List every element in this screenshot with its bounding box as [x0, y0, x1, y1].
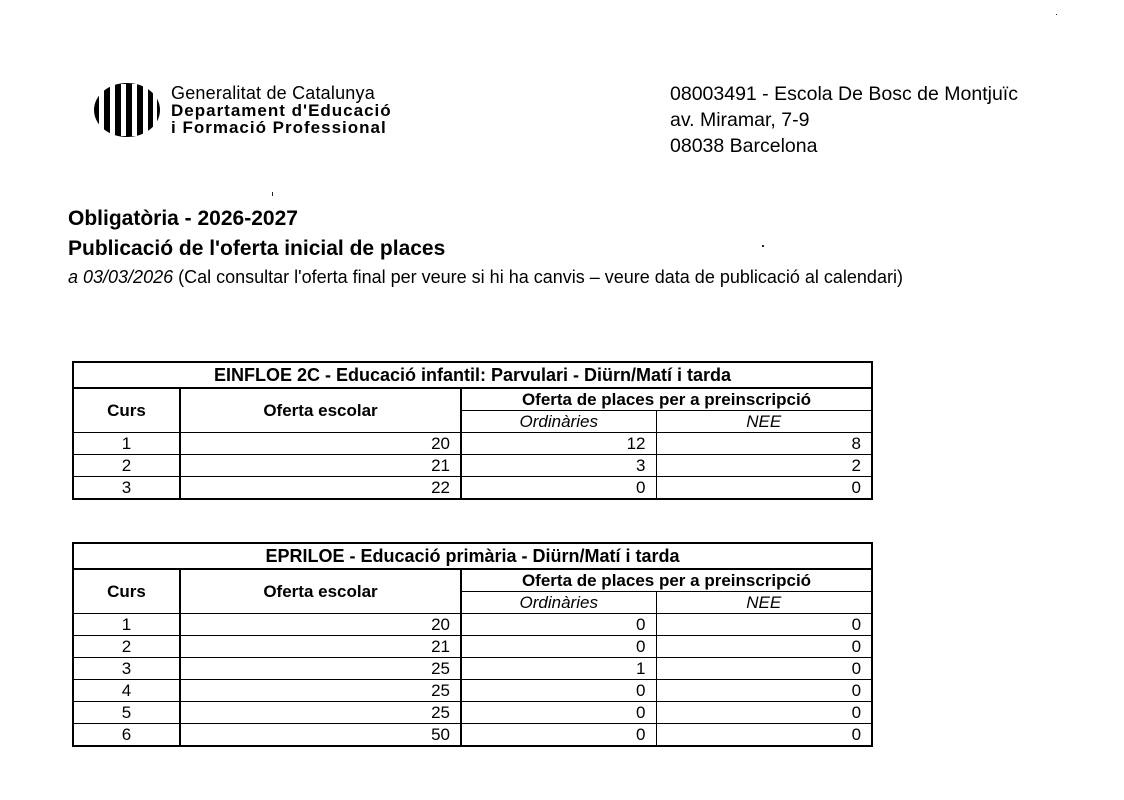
column-header-curs: Curs: [73, 388, 180, 433]
column-header-nee: NEE: [656, 411, 872, 433]
table-row: [73, 680, 872, 702]
cell-curs: 1: [73, 614, 180, 636]
cell-ordinaries: 0: [461, 636, 656, 658]
offer-table-infantil: [72, 361, 873, 500]
cell-oferta: 50: [180, 724, 461, 747]
generalitat-four-bars-icon: [93, 82, 161, 138]
cell-oferta: 20: [180, 614, 461, 636]
column-header-ordinaries: Ordinàries: [461, 411, 656, 433]
cell-oferta: 20: [180, 433, 461, 455]
cell-oferta: 25: [180, 702, 461, 724]
cell-curs: 5: [73, 702, 180, 724]
department-name-line: Departament d'Educació: [171, 101, 392, 120]
cell-nee: 0: [656, 477, 872, 500]
column-group-header: Oferta de places per a preinscripció: [461, 388, 872, 411]
cell-ordinaries: 1: [461, 658, 656, 680]
cell-curs: 2: [73, 455, 180, 477]
offer-table-primaria: [72, 542, 873, 747]
cell-curs: 1: [73, 433, 180, 455]
publication-note: [68, 264, 903, 290]
cell-oferta: 21: [180, 455, 461, 477]
column-header-oferta: Oferta escolar: [180, 388, 461, 433]
school-address: [670, 81, 1018, 159]
cell-oferta: 25: [180, 658, 461, 680]
table-row: [73, 724, 872, 747]
department-name: [171, 85, 392, 136]
cell-ordinaries: 0: [461, 680, 656, 702]
page-title: Obligatòria - 2026-2027: [68, 207, 298, 230]
cell-ordinaries: 0: [461, 614, 656, 636]
cell-curs: 4: [73, 680, 180, 702]
publication-note-text: (Cal consultar l'oferta final per veure si hi ha canvis – veure data de publicació al calendari): [173, 267, 903, 287]
cell-nee: 0: [656, 680, 872, 702]
column-header-nee: NEE: [656, 592, 872, 614]
cell-curs: 3: [73, 477, 180, 500]
table-row: [73, 455, 872, 477]
scan-speck: [272, 192, 273, 196]
cell-curs: 3: [73, 658, 180, 680]
cell-nee: 0: [656, 636, 872, 658]
school-city: 08038 Barcelona: [670, 135, 818, 157]
column-header-ordinaries: Ordinàries: [461, 592, 656, 614]
cell-oferta: 25: [180, 680, 461, 702]
table-row: [73, 477, 872, 500]
publication-date: a 03/03/2026: [68, 267, 174, 287]
cell-ordinaries: 12: [461, 433, 656, 455]
cell-nee: 2: [656, 455, 872, 477]
cell-curs: 6: [73, 724, 180, 747]
cell-ordinaries: 0: [461, 724, 656, 747]
cell-curs: 2: [73, 636, 180, 658]
table-row: [73, 614, 872, 636]
column-header-oferta: Oferta escolar: [180, 569, 461, 614]
column-group-header: Oferta de places per a preinscripció: [461, 569, 872, 592]
table-row: [73, 636, 872, 658]
table-row: [73, 658, 872, 680]
school-street: av. Miramar, 7-9: [670, 109, 810, 131]
cell-ordinaries: 0: [461, 477, 656, 500]
cell-nee: 0: [656, 724, 872, 747]
table-title: EINFLOE 2C - Educació infantil: Parvulari - Diürn/Matí i tarda: [73, 362, 872, 388]
department-name-line: i Formació Professional: [171, 118, 387, 137]
page-subtitle: Publicació de l'oferta inicial de places: [68, 237, 446, 260]
cell-nee: 0: [656, 702, 872, 724]
cell-oferta: 21: [180, 636, 461, 658]
scan-speck: [1056, 14, 1057, 15]
cell-ordinaries: 3: [461, 455, 656, 477]
school-code-name: 08003491 - Escola De Bosc de Montjuïc: [670, 83, 1018, 105]
table-row: [73, 702, 872, 724]
cell-oferta: 22: [180, 477, 461, 500]
cell-ordinaries: 0: [461, 702, 656, 724]
cell-nee: 0: [656, 614, 872, 636]
table-row: [73, 433, 872, 455]
table-title: EPRILOE - Educació primària - Diürn/Matí i tarda: [73, 543, 872, 569]
cell-nee: 0: [656, 658, 872, 680]
cell-nee: 8: [656, 433, 872, 455]
document-heading: [68, 204, 903, 290]
generalitat-name: Generalitat de Catalunya: [171, 83, 375, 103]
department-logo: [93, 82, 392, 138]
column-header-curs: Curs: [73, 569, 180, 614]
